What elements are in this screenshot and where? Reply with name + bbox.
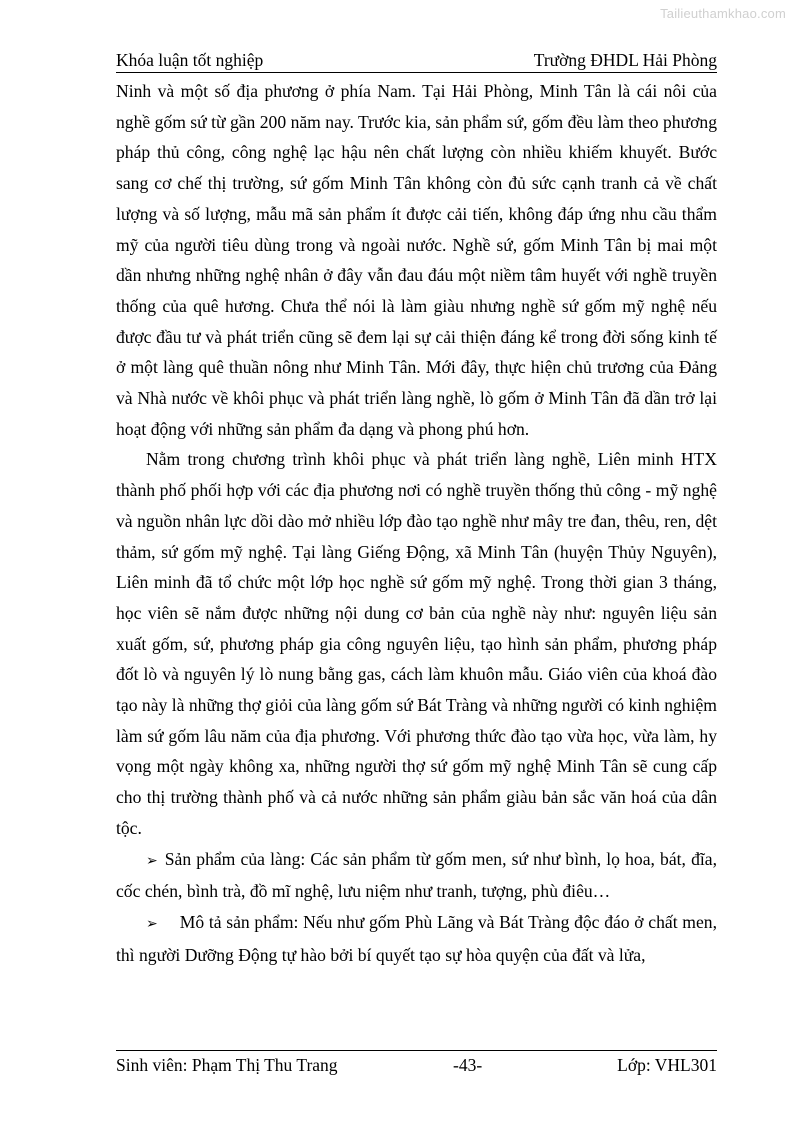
- page-footer: [116, 1054, 717, 1076]
- bullet-products: [116, 844, 717, 907]
- arrow-bullet-icon: ➢: [146, 915, 158, 932]
- document-body: [116, 76, 717, 970]
- bullet-description: [116, 907, 717, 970]
- arrow-bullet-icon: ➢: [146, 852, 158, 869]
- header-divider: [116, 72, 717, 73]
- bullet-products-text: Sản phẩm của làng: Các sản phẩm từ gốm men, sứ như bình, lọ hoa, bát, đĩa, cốc chén, bình trà, đồ mĩ nghệ, lưu niệm như tranh, tượng, phù điêu…: [116, 848, 717, 902]
- footer-student-name: Sinh viên: Phạm Thị Thu Trang: [116, 1055, 338, 1075]
- page-header: [116, 49, 717, 71]
- page-number: -43-: [453, 1055, 483, 1075]
- paragraph-2: Nằm trong chương trình khôi phục và phát triển làng nghề, Liên minh HTX thành phố phối hợp với các địa phương nơi có nghề truyền thống thủ công - mỹ nghệ và nguồn nhân lực dồi dào mở nhiều lớp đào tạo nghề như mây tre đan, thêu, ren, dệt thảm, sứ gốm mỹ nghệ. Tại làng Giếng Động, xã Minh Tân (huyện Thủy Nguyên), Liên minh đã tổ chức một lớp học nghề sứ gốm mỹ nghệ. Trong thời gian 3 tháng, học viên sẽ nắm được những nội dung cơ bản của nghề này như: nguyên liệu sản xuất gốm, sứ, phương pháp gia công nguyên liệu, tạo hình sản phẩm, phương pháp đốt lò và nguyên lý lò nung bằng gas, cách làm khuôn mẫu. Giáo viên của khoá đào tạo này là những thợ giỏi của làng gốm sứ Bát Tràng và những người có kinh nghiệm làm sứ gốm lâu năm của địa phương. Với phương thức đào tạo vừa học, vừa làm, hy vọng một ngày không xa, những người thợ sứ gốm mỹ nghệ Minh Tân sẽ cung cấp cho thị trường thành phố và cả nước những sản phẩm giàu bản sắc văn hoá của dân tộc.: [116, 449, 717, 838]
- footer-divider: [116, 1050, 717, 1051]
- bullet-description-text: Mô tả sản phẩm: Nếu như gốm Phù Lãng và Bát Tràng độc đáo ở chất men, thì người Dưỡng Động tự hào bởi bí quyết tạo sự hòa quyện của đất và lửa,: [116, 911, 717, 965]
- paragraph-1: Ninh và một số địa phương ở phía Nam. Tại Hải Phòng, Minh Tân là cái nôi của nghề gốm sứ từ gần 200 năm nay. Trước kia, sản phẩm sứ, gốm đều làm theo phương pháp thủ công, công nghệ lạc hậu nên chất lượng còn nhiều khiếm khuyết. Bước sang cơ chế thị trường, sứ gốm Minh Tân không còn đủ sức cạnh tranh cả về chất lượng và số lượng, mẫu mã sản phẩm ít được cải tiến, không đáp ứng nhu cầu thẩm mỹ của người tiêu dùng trong và ngoài nước. Nghề sứ, gốm Minh Tân bị mai một dần nhưng những nghệ nhân ở đây vẫn đau đáu một niềm tâm huyết với nghề truyền thống của quê hương. Chưa thể nói là làm giàu nhưng nghề sứ gốm mỹ nghệ nếu được đầu tư và phát triển cũng sẽ đem lại sự cải thiện đáng kể trong đời sống kinh tế ở một làng quê thuần nông như Minh Tân. Mới đây, thực hiện chủ trương của Đảng và Nhà nước về khôi phục và phát triển làng nghề, lò gốm ở Minh Tân đã dần trở lại hoạt động với những sản phẩm đa dạng và phong phú hơn.: [116, 81, 717, 439]
- header-university: Trường ĐHDL Hải Phòng: [533, 50, 717, 70]
- header-thesis-title: Khóa luận tốt nghiệp: [116, 50, 264, 70]
- watermark-text: Tailieuthamkhao.com: [660, 6, 786, 21]
- footer-class: Lớp: VHL301: [617, 1055, 717, 1075]
